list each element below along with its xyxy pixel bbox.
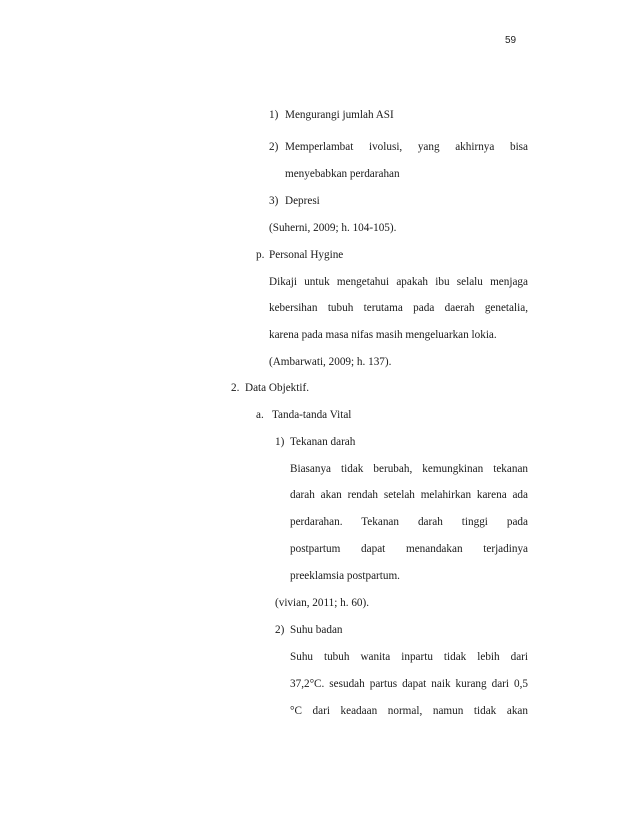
paragraph-line: karena pada masa nifas masih mengeluarkan lokia.	[269, 329, 497, 341]
section-heading: Tanda-tanda Vital	[272, 409, 352, 421]
list-number: 1)	[269, 109, 279, 121]
paragraph-line: 37,2°C. sesudah partus dapat naik kurang dari 0,5	[290, 678, 528, 690]
section-marker: 2.	[231, 382, 240, 394]
paragraph-line: Suhu tubuh wanita inpartu tidak lebih dari	[290, 651, 528, 663]
paragraph-line: darah akan rendah setelah melahirkan karena ada	[290, 489, 528, 501]
section-marker: 2)	[275, 624, 285, 636]
list-item-text: Memperlambat ivolusi, yang akhirnya bisa	[285, 141, 528, 153]
section-heading: Tekanan darah	[290, 436, 356, 448]
citation: (Ambarwati, 2009; h. 137).	[269, 356, 392, 368]
paragraph-line: Dikaji untuk mengetahui apakah ibu selalu menjaga	[269, 276, 528, 288]
paragraph-line: postpartum dapat menandakan terjadinya	[290, 543, 528, 555]
citation: (Suherni, 2009; h. 104-105).	[269, 222, 397, 234]
list-number: 2)	[269, 141, 279, 153]
page-number: 59	[505, 35, 517, 46]
list-item-text: menyebabkan perdarahan	[285, 168, 400, 180]
list-item-text: Depresi	[285, 195, 320, 207]
list-number: 3)	[269, 195, 279, 207]
section-marker: p.	[256, 249, 265, 261]
section-heading: Suhu badan	[290, 624, 343, 636]
list-item-text: Mengurangi jumlah ASI	[285, 109, 394, 121]
citation: (vivian, 2011; h. 60).	[275, 597, 370, 609]
section-marker: a.	[256, 409, 264, 421]
paragraph-line: °C dari keadaan normal, namun tidak akan	[290, 705, 528, 717]
section-heading: Data Objektif.	[245, 382, 309, 394]
paragraph-line: perdarahan. Tekanan darah tinggi pada	[290, 516, 528, 528]
section-heading: Personal Hygine	[269, 249, 344, 261]
section-marker: 1)	[275, 436, 285, 448]
paragraph-line: kebersihan tubuh terutama pada daerah genetalia,	[269, 302, 528, 314]
paragraph-line: preeklamsia postpartum.	[290, 570, 400, 582]
paragraph-line: Biasanya tidak berubah, kemungkinan tekanan	[290, 463, 528, 475]
